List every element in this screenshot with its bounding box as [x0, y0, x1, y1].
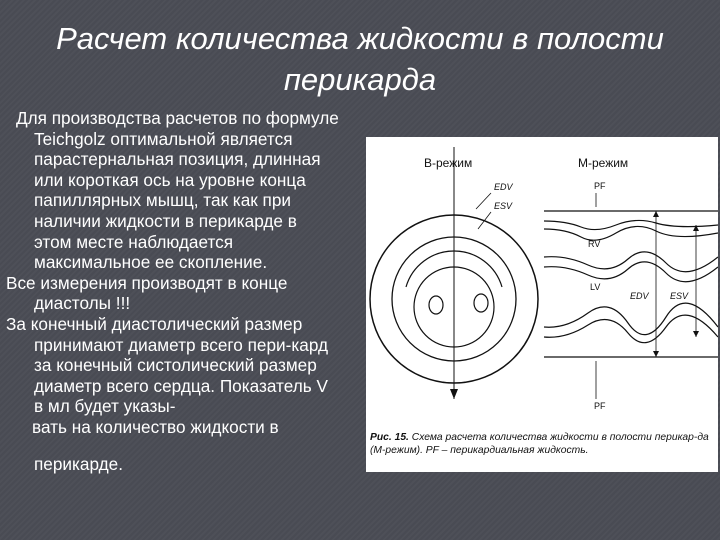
slide-title [40, 18, 680, 100]
slide-title-line-1: Расчет количества жидкости в полости [56, 21, 664, 56]
body-line: Teichgolz оптимальной является [34, 128, 293, 149]
body-line: диастолы !!! [34, 293, 131, 314]
lv-label: LV [590, 282, 601, 292]
edv-arrow-bottom [653, 351, 659, 357]
figure-caption [370, 431, 714, 457]
body-line: перикарде. [34, 453, 124, 474]
edv-leader-line [476, 193, 491, 209]
mmode-line-7 [544, 315, 718, 343]
pf-label-top: PF [594, 181, 606, 191]
echo-diagram [366, 137, 718, 427]
papillary-muscle-right [474, 294, 488, 312]
b-mode-label: В-режим [424, 156, 473, 170]
mmode-line-3 [544, 226, 718, 240]
body-line: Для производства расчетов по формуле [16, 108, 339, 128]
rv-label: RV [588, 239, 601, 249]
body-line: в мл будет указы- [34, 396, 176, 417]
mmode-line-6 [544, 303, 718, 334]
body-line: Все измерения производят в конце [6, 272, 288, 293]
esv-leader-line [478, 212, 491, 229]
body-line: папиллярных мышц, так как при [34, 190, 292, 211]
body-line: максимальное ее скопление. [34, 252, 268, 273]
esv-arrow-bottom [693, 331, 699, 337]
body-line: За конечный диастолический размер [6, 313, 303, 334]
body-line: диаметр всего сердца. Показатель V [34, 375, 328, 396]
mmode-line-2 [544, 220, 718, 229]
esv-label-right: ESV [670, 291, 689, 301]
body-line: за конечный систолический размер [34, 355, 317, 376]
edv-label-right: EDV [630, 291, 649, 301]
caption-prefix: Рис. 15. [370, 432, 409, 443]
body-line: наличии жидкости в перикарде в [34, 210, 297, 231]
body-text [6, 108, 401, 474]
mmode-line-5 [544, 262, 718, 282]
m-mode-label: М-режим [578, 156, 629, 170]
scan-arrow [450, 389, 458, 399]
esv-label-left: ESV [494, 201, 513, 211]
edv-label-left: EDV [494, 182, 513, 192]
body-line: этом месте наблюдается [34, 231, 234, 252]
body-line: парастернальная позиция, длинная [34, 149, 321, 170]
echo-figure [366, 137, 718, 472]
pf-label-bottom: PF [594, 401, 606, 411]
body-line: или короткая ось на уровне конца [34, 169, 306, 190]
edv-arrow-top [653, 211, 659, 217]
body-line: принимают диаметр всего пери-кард [34, 334, 329, 355]
papillary-muscle-left [429, 296, 443, 314]
body-line: вать на количество жидкости в [32, 416, 279, 437]
slide-title-line-2: перикарда [283, 62, 437, 97]
caption-text: Схема расчета количества жидкости в полости перикар-да (М-режим). PF – перикардиальная жидкость. [370, 432, 709, 456]
